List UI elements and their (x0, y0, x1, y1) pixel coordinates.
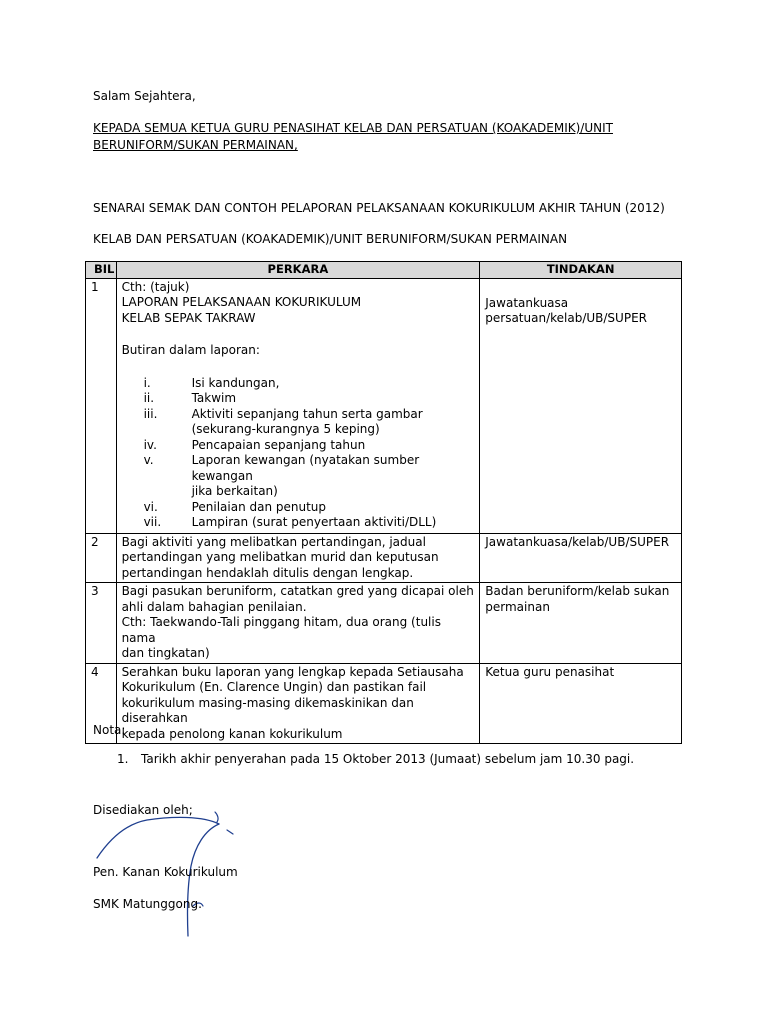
list-item-text: Aktiviti sepanjang tahun serta gambar (sekurang-kurangnya 5 keping) (191, 406, 423, 436)
row-number: 4 (86, 663, 117, 744)
row-perkara (116, 278, 480, 533)
list-item (122, 376, 475, 392)
list-item-number: vii. (143, 515, 162, 529)
row-number: 1 (86, 278, 117, 533)
tindakan-line: Jawatankuasa/kelab/UB/SUPER (485, 534, 670, 549)
table-row (86, 278, 682, 533)
butiran-list (122, 376, 475, 531)
list-item-text: Pencapaian sepanjang tahun (191, 437, 366, 452)
prepared-by-label: Disediakan oleh; (93, 803, 193, 817)
recipient-line-2: BERUNIFORM/SUKAN PERMAINAN, (93, 138, 298, 152)
perkara-line: kokurikulum masing-masing dikemaskinikan dan diserahkan (121, 695, 414, 725)
header-tindakan: TINDAKAN (480, 262, 682, 279)
table-row (86, 583, 682, 664)
row-perkara (116, 583, 480, 664)
list-item-number: vi. (143, 499, 158, 514)
heading-category: KELAB DAN PERSATUAN (KOAKADEMIK)/UNIT BERUNIFORM/SUKAN PERMAINAN (93, 232, 568, 246)
perkara-line: Kokurikulum (En. Clarence Ungin) dan pastikan fail (121, 680, 427, 694)
table-row (86, 533, 682, 583)
row-tindakan (480, 583, 682, 664)
list-item-number: i. (143, 375, 151, 390)
list-item (122, 391, 475, 407)
list-item-number: iii. (143, 406, 158, 421)
perkara-line: pertandingan yang melibatkan murid dan keputusan (121, 550, 439, 564)
perkara-line: Bagi pasukan beruniform, catatkan gred yang dicapai oleh (121, 584, 474, 598)
signatory-school: SMK Matunggong. (93, 897, 202, 911)
perkara-line: Cth: (tajuk) (121, 279, 190, 294)
list-item-text: Takwim (191, 391, 237, 405)
tindakan-line: permainan (485, 599, 550, 614)
perkara-line: dan tingkatan) (121, 646, 210, 660)
butiran-label: Butiran dalam laporan: (121, 343, 260, 357)
checklist-table (85, 261, 682, 744)
tindakan-line: Jawatankuasa (485, 295, 569, 310)
recipient-line-1: KEPADA SEMUA KETUA GURU PENASIHAT KELAB DAN PERSATUAN (KOAKADEMIK)/UNIT (93, 121, 613, 135)
list-item (122, 453, 475, 500)
perkara-line: Serahkan buku laporan yang lengkap kepada Setiausaha (121, 664, 464, 679)
signatory-title: Pen. Kanan Kokurikulum (93, 865, 238, 879)
nota-item-number: 1. (117, 752, 129, 766)
perkara-line: ahli dalam bahagian penilaian. (121, 599, 307, 614)
list-item-number: iv. (143, 437, 157, 452)
table-header-row (86, 262, 682, 279)
list-item-number: ii. (143, 391, 155, 405)
row-tindakan (480, 278, 682, 533)
perkara-line: LAPORAN PELAKSANAAN KOKURIKULUM (121, 295, 362, 309)
perkara-line: Bagi aktiviti yang melibatkan pertandingan, jadual (121, 534, 426, 549)
greeting: Salam Sejahtera, (93, 89, 196, 103)
list-item-text: Laporan kewangan (nyatakan sumber kewangan jika berkaitan) (191, 453, 420, 498)
row-perkara (116, 663, 480, 744)
table-row (86, 663, 682, 744)
tindakan-line: Ketua guru penasihat (485, 664, 615, 679)
nota-item (117, 752, 634, 767)
row-number: 2 (86, 533, 117, 583)
header-perkara: PERKARA (116, 262, 480, 279)
list-item (122, 407, 475, 438)
list-item-text: Isi kandungan, (191, 375, 280, 390)
perkara-line: kepada penolong kanan kokurikulum (121, 726, 343, 741)
list-item-text: Penilaian dan penutup (191, 499, 327, 514)
row-perkara (116, 533, 480, 583)
row-tindakan (480, 533, 682, 583)
tindakan-line: Badan beruniform/kelab sukan (485, 584, 670, 598)
list-item (122, 500, 475, 516)
perkara-line: Cth: Taekwando-Tali pinggang hitam, dua orang (tulis nama (121, 615, 441, 645)
row-tindakan (480, 663, 682, 744)
list-item-number: v. (143, 453, 154, 467)
perkara-line: pertandingan hendaklah ditulis dengan lengkap. (121, 565, 414, 580)
list-item (122, 438, 475, 454)
list-item (122, 515, 475, 531)
heading-checklist: SENARAI SEMAK DAN CONTOH PELAPORAN PELAKSANAAN KOKURIKULUM AKHIR TAHUN (2012) (93, 201, 665, 215)
nota-item-text: Tarikh akhir penyerahan pada 15 Oktober 2013 (Jumaat) sebelum jam 10.30 pagi. (141, 752, 635, 766)
nota-label: Nota: (93, 723, 126, 737)
perkara-line: KELAB SEPAK TAKRAW (121, 310, 256, 325)
row-number: 3 (86, 583, 117, 664)
header-bil: BIL (86, 262, 117, 279)
tindakan-line: persatuan/kelab/UB/SUPER (485, 311, 647, 325)
list-item-text: Lampiran (surat penyertaan aktiviti/DLL) (191, 515, 437, 529)
